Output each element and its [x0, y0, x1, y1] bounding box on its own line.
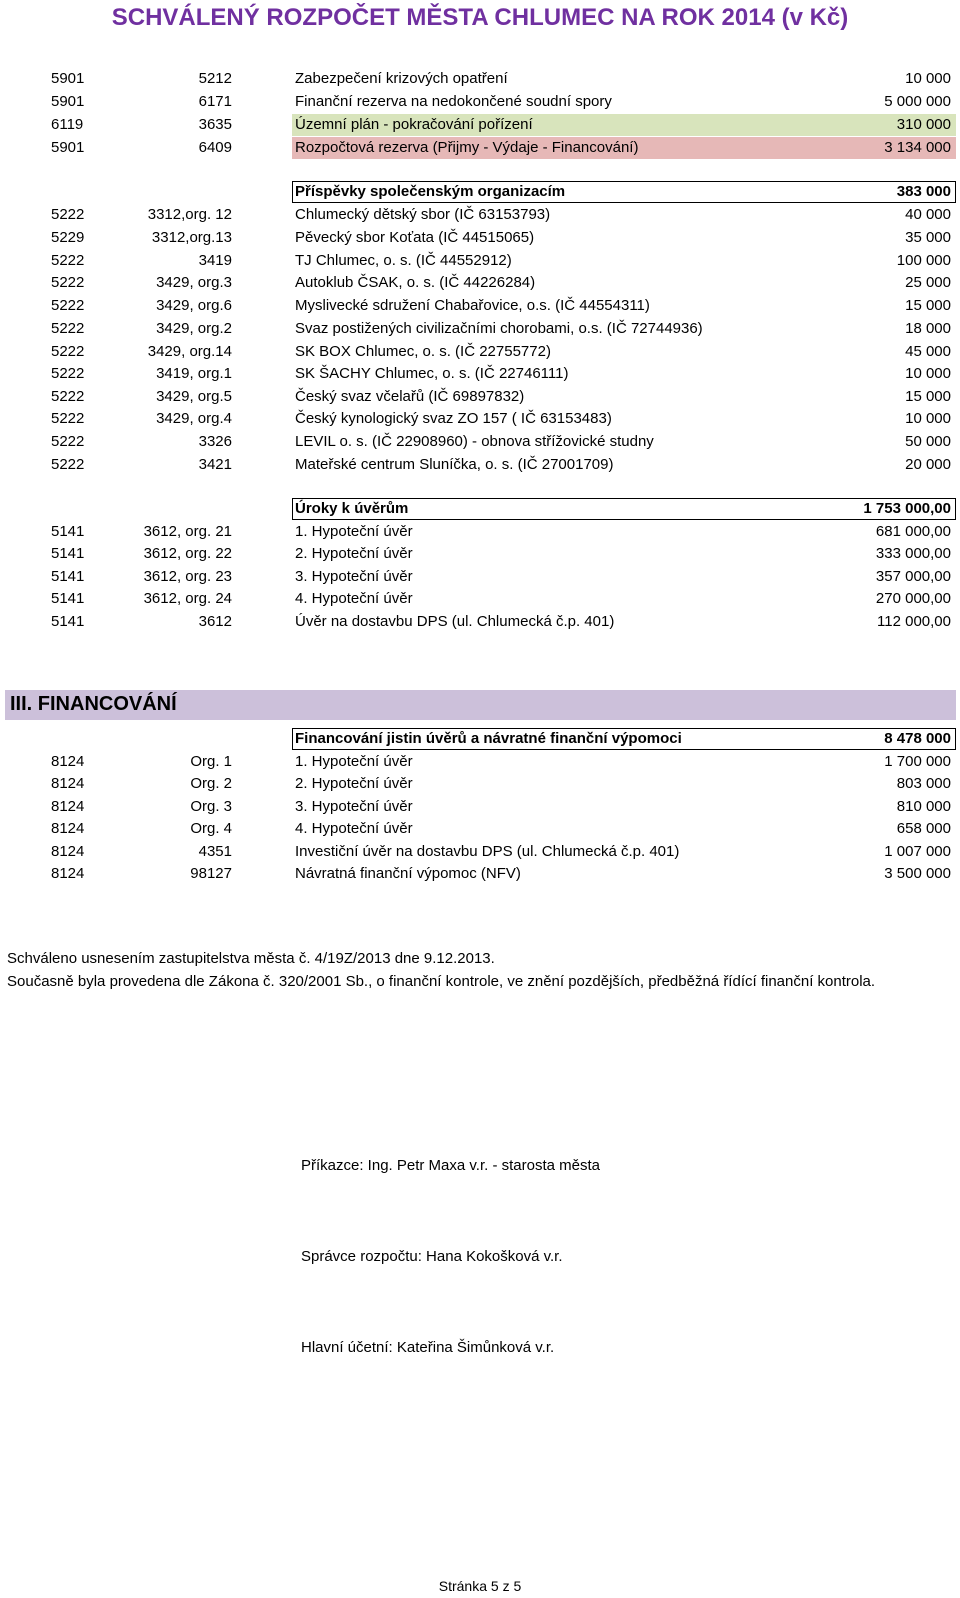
amount-cell: 45 000	[905, 343, 951, 360]
table-row	[0, 272, 960, 294]
amount-cell: 10 000	[905, 70, 951, 87]
polozka-cell: 3612, org. 23	[143, 568, 232, 585]
table-row	[0, 566, 960, 588]
table-row	[0, 543, 960, 565]
table-row	[0, 386, 960, 408]
paragraf-cell: 8124	[51, 753, 85, 770]
description-cell: Český kynologický svaz ZO 157 ( IČ 63153483)	[295, 410, 612, 427]
paragraf-cell: 5222	[51, 206, 85, 223]
amount-cell: 681 000,00	[875, 523, 951, 540]
table-row	[0, 204, 960, 226]
polozka-cell: Org. 2	[190, 775, 232, 792]
polozka-cell: 3429, org.3	[156, 274, 232, 291]
paragraf-cell: 5222	[51, 252, 85, 269]
description-cell: Zabezpečení krizových opatření	[295, 70, 508, 87]
polozka-cell: 3635	[198, 116, 232, 133]
description-cell: Autoklub ČSAK, o. s. (IČ 44226284)	[295, 274, 536, 291]
group-total: 1 753 000,00	[863, 500, 951, 517]
amount-cell: 810 000	[896, 798, 951, 815]
group-title: Úroky k úvěrům	[295, 500, 409, 517]
description-cell: TJ Chlumec, o. s. (IČ 44552912)	[295, 252, 512, 269]
description-cell: SK BOX Chlumec, o. s. (IČ 22755772)	[295, 343, 551, 360]
table-row	[0, 751, 960, 773]
financing-header	[0, 728, 960, 750]
paragraf-cell: 5222	[51, 456, 85, 473]
table-row	[0, 68, 960, 90]
amount-cell: 357 000,00	[875, 568, 951, 585]
table-row	[0, 318, 960, 340]
amount-cell: 112 000,00	[877, 613, 951, 630]
description-cell: SK ŠACHY Chlumec, o. s. (IČ 22746111)	[295, 365, 569, 382]
paragraf-cell: 5141	[51, 613, 85, 630]
amount-cell: 40 000	[905, 206, 951, 223]
table-row	[0, 454, 960, 476]
group-title: Příspěvky společenským organizacím	[295, 183, 566, 200]
polozka-cell: 3429, org.2	[156, 320, 232, 337]
description-cell: 1. Hypoteční úvěr	[295, 523, 413, 540]
table-row	[0, 137, 960, 159]
table-row	[0, 227, 960, 249]
table-row	[0, 611, 960, 633]
group-total: 383 000	[896, 183, 951, 200]
polozka-cell: 3312,org. 12	[147, 206, 232, 223]
description-cell: 3. Hypoteční úvěr	[295, 798, 413, 815]
group-title: Financování jistin úvěrů a návratné finanční výpomoci	[295, 730, 682, 747]
amount-cell: 18 000	[905, 320, 951, 337]
paragraf-cell: 5141	[51, 545, 85, 562]
amount-cell: 100 000	[896, 252, 951, 269]
description-cell: 3. Hypoteční úvěr	[295, 568, 413, 585]
table-row	[0, 431, 960, 453]
amount-cell: 270 000,00	[875, 590, 951, 607]
description-cell: 4. Hypoteční úvěr	[295, 820, 413, 837]
polozka-cell: 3421	[198, 456, 232, 473]
paragraf-cell: 5222	[51, 365, 85, 382]
description-cell: 4. Hypoteční úvěr	[295, 590, 413, 607]
paragraf-cell: 5222	[51, 433, 85, 450]
paragraf-cell: 6119	[51, 116, 84, 133]
paragraf-cell: 5141	[51, 523, 85, 540]
polozka-cell: Org. 4	[190, 820, 232, 837]
paragraf-cell: 5222	[51, 297, 85, 314]
control-note: Současně byla provedena dle Zákona č. 320/2001 Sb., o finanční kontrole, ve znění pozdějších, předběžná řídící finanční kontrola.	[7, 973, 876, 990]
description-cell: Návratná finanční výpomoc (NFV)	[295, 865, 521, 882]
paragraf-cell: 5901	[51, 93, 85, 110]
table-row	[0, 114, 960, 136]
amount-cell: 15 000	[905, 297, 951, 314]
polozka-cell: 3429, org.14	[147, 343, 232, 360]
table-row	[0, 796, 960, 818]
table-row	[0, 773, 960, 795]
table-row	[0, 363, 960, 385]
description-cell: LEVIL o. s. (IČ 22908960) - obnova střížovické studny	[295, 433, 654, 450]
description-cell: Rozpočtová rezerva (Přijmy - Výdaje - Financování)	[295, 139, 639, 156]
polozka-cell: 3429, org.4	[156, 410, 232, 427]
paragraf-cell: 8124	[51, 820, 85, 837]
table-row	[0, 863, 960, 885]
polozka-cell: 3326	[198, 433, 232, 450]
paragraf-cell: 5222	[51, 388, 85, 405]
description-cell: Mateřské centrum Sluníčka, o. s. (IČ 27001709)	[295, 456, 614, 473]
signature-budget: Správce rozpočtu: Hana Kokošková v.r.	[301, 1248, 563, 1265]
polozka-cell: 3419, org.1	[156, 365, 232, 382]
polozka-cell: 5212	[198, 70, 232, 87]
polozka-cell: 3612, org. 21	[143, 523, 232, 540]
table-row	[0, 818, 960, 840]
paragraf-cell: 8124	[51, 798, 85, 815]
polozka-cell: 4351	[198, 843, 232, 860]
contributions-header	[0, 181, 960, 203]
polozka-cell: 6171	[198, 93, 232, 110]
polozka-cell: 3612	[198, 613, 232, 630]
description-cell: Územní plán - pokračování pořízení	[295, 116, 533, 133]
amount-cell: 310 000	[896, 116, 951, 133]
paragraf-cell: 5141	[51, 568, 85, 585]
polozka-cell: Org. 3	[190, 798, 232, 815]
amount-cell: 15 000	[905, 388, 951, 405]
amount-cell: 3 500 000	[884, 865, 951, 882]
amount-cell: 25 000	[905, 274, 951, 291]
paragraf-cell: 5901	[51, 70, 85, 87]
amount-cell: 1 700 000	[884, 753, 951, 770]
amount-cell: 10 000	[905, 365, 951, 382]
amount-cell: 333 000,00	[875, 545, 951, 562]
amount-cell: 10 000	[905, 410, 951, 427]
page-number: Stránka 5 z 5	[438, 1578, 522, 1594]
polozka-cell: 3612, org. 22	[143, 545, 232, 562]
paragraf-cell: 5222	[51, 410, 85, 427]
page-title: SCHVÁLENÝ ROZPOČET MĚSTA CHLUMEC NA ROK 2014 (v Kč)	[111, 4, 849, 31]
description-cell: Finanční rezerva na nedokončené soudní spory	[295, 93, 612, 110]
paragraf-cell: 5222	[51, 343, 85, 360]
table-row	[0, 91, 960, 113]
description-cell: Chlumecký dětský sbor (IČ 63153793)	[295, 206, 551, 223]
amount-cell: 1 007 000	[884, 843, 951, 860]
group-total: 8 478 000	[884, 730, 951, 747]
description-cell: Svaz postižených civilizačními chorobami, o.s. (IČ 72744936)	[295, 320, 703, 337]
polozka-cell: 3429, org.5	[156, 388, 232, 405]
amount-cell: 803 000	[896, 775, 951, 792]
table-row	[0, 588, 960, 610]
description-cell: 2. Hypoteční úvěr	[295, 545, 413, 562]
table-row	[0, 521, 960, 543]
table-row	[0, 841, 960, 863]
polozka-cell: 3419	[198, 252, 232, 269]
table-row	[0, 408, 960, 430]
polozka-cell: Org. 1	[190, 753, 232, 770]
paragraf-cell: 8124	[51, 843, 85, 860]
paragraf-cell: 5141	[51, 590, 85, 607]
description-cell: 2. Hypoteční úvěr	[295, 775, 413, 792]
paragraf-cell: 5222	[51, 274, 85, 291]
description-cell: Myslivecké sdružení Chabařovice, o.s. (IČ 44554311)	[295, 297, 650, 314]
description-cell: Český svaz včelařů (IČ 69897832)	[295, 388, 525, 405]
amount-cell: 3 134 000	[884, 139, 951, 156]
description-cell: 1. Hypoteční úvěr	[295, 753, 413, 770]
paragraf-cell: 5222	[51, 320, 85, 337]
signature-order: Příkazce: Ing. Petr Maxa v.r. - starosta města	[301, 1157, 600, 1174]
amount-cell: 658 000	[896, 820, 951, 837]
polozka-cell: 3429, org.6	[156, 297, 232, 314]
paragraf-cell: 8124	[51, 865, 85, 882]
signature-accountant: Hlavní účetní: Kateřina Šimůnková v.r.	[301, 1339, 555, 1356]
interest-header	[0, 498, 960, 520]
paragraf-cell: 8124	[51, 775, 85, 792]
polozka-cell: 6409	[198, 139, 232, 156]
amount-cell: 5 000 000	[884, 93, 951, 110]
polozka-cell: 98127	[190, 865, 232, 882]
polozka-cell: 3312,org.13	[151, 229, 232, 246]
paragraf-cell: 5229	[51, 229, 85, 246]
amount-cell: 20 000	[905, 456, 951, 473]
section-title: III. FINANCOVÁNÍ	[10, 693, 177, 715]
description-cell: Investiční úvěr na dostavbu DPS (ul. Chlumecká č.p. 401)	[295, 843, 680, 860]
amount-cell: 50 000	[905, 433, 951, 450]
paragraf-cell: 5901	[51, 139, 85, 156]
table-row	[0, 341, 960, 363]
description-cell: Pěvecký sbor Koťata (IČ 44515065)	[295, 229, 535, 246]
amount-cell: 35 000	[905, 229, 951, 246]
description-cell: Úvěr na dostavbu DPS (ul. Chlumecká č.p. 401)	[295, 613, 615, 630]
table-row	[0, 250, 960, 272]
table-row	[0, 295, 960, 317]
approval-note: Schváleno usnesením zastupitelstva města č. 4/19Z/2013 dne 9.12.2013.	[7, 950, 495, 967]
polozka-cell: 3612, org. 24	[143, 590, 232, 607]
